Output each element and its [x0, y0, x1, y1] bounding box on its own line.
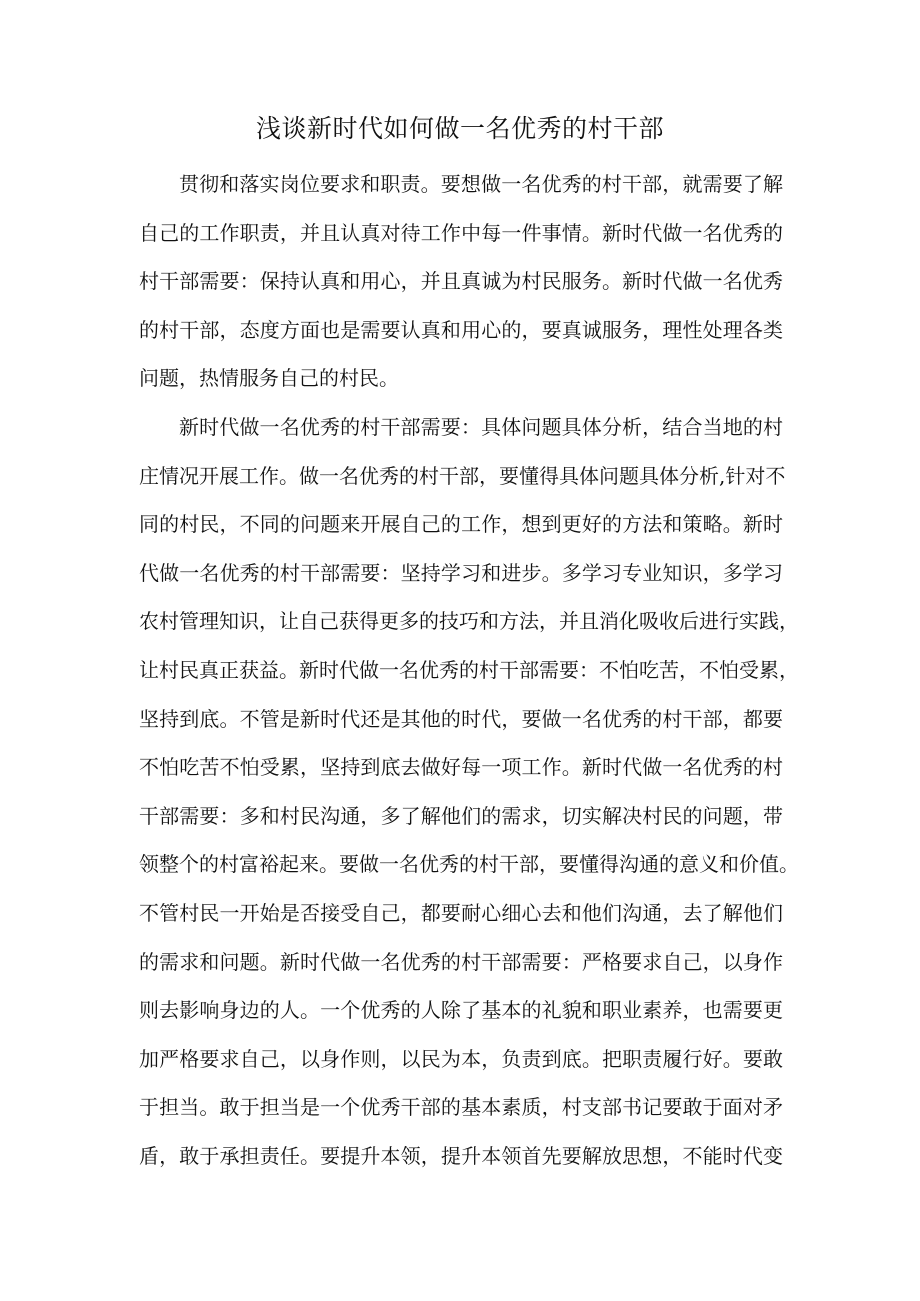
paragraph-1-line-3: 村干部需要：保持认真和用心，并且真诚为村民服务。新时代做一名优秀 — [139, 269, 783, 294]
paragraph-2-line-2: 庄情况开展工作。做一名优秀的村干部，要懂得具体问题具体分析,针对不 — [139, 463, 786, 488]
paragraph-2-line-16: 盾，敢于承担责任。要提升本领，提升本领首先要解放思想，不能时代变 — [139, 1143, 783, 1168]
document-body — [139, 160, 799, 1180]
paragraph-2-line-1: 新时代做一名优秀的村干部需要：具体问题具体分析，结合当地的村 — [179, 414, 783, 439]
paragraph-2-line-12: 的需求和问题。新时代做一名优秀的村干部需要：严格要求自己，以身作 — [139, 949, 783, 974]
paragraph-1-line-1: 贯彻和落实岗位要求和职责。要想做一名优秀的村干部，就需要了解 — [179, 172, 783, 196]
paragraph-2-line-11: 不管村民一开始是否接受自己，都要耐心细心去和他们沟通，去了解他们 — [139, 900, 783, 925]
paragraph-2-line-14: 加严格要求自己，以身作则，以民为本，负责到底。把职责履行好。要敢 — [139, 1046, 783, 1071]
paragraph-2-line-4: 代做一名优秀的村干部需要：坚持学习和进步。多学习专业知识，多学习 — [139, 560, 783, 585]
paragraph-2-line-10: 领整个的村富裕起来。要做一名优秀的村干部，要懂得沟通的意义和价值。 — [139, 852, 799, 877]
paragraph-2-line-15: 于担当。敢于担当是一个优秀干部的基本素质，村支部书记要敢于面对矛 — [139, 1095, 783, 1120]
paragraph-2-line-8: 不怕吃苦不怕受累，坚持到底去做好每一项工作。新时代做一名优秀的村 — [139, 755, 783, 780]
paragraph-2-line-13: 则去影响身边的人。一个优秀的人除了基本的礼貌和职业素养，也需要更 — [139, 998, 783, 1023]
document-title: 浅谈新时代如何做一名优秀的村干部 — [255, 114, 664, 143]
paragraph-2-line-3: 同的村民，不同的问题来开展自己的工作，想到更好的方法和策略。新时 — [139, 512, 783, 537]
paragraph-2-line-9: 干部需要：多和村民沟通，多了解他们的需求，切实解决村民的问题，带 — [139, 803, 783, 828]
paragraph-2-line-6: 让村民真正获益。新时代做一名优秀的村干部需要：不怕吃苦，不怕受累， — [139, 657, 799, 682]
paragraph-1-line-4: 的村干部，态度方面也是需要认真和用心的，要真诚服务，理性处理各类 — [139, 317, 783, 342]
paragraph-1-line-2: 自己的工作职责，并且认真对待工作中每一件事情。新时代做一名优秀的 — [139, 220, 783, 245]
paragraph-2-line-5: 农村管理知识，让自己获得更多的技巧和方法，并且消化吸收后进行实践， — [139, 609, 799, 634]
paragraph-2-line-7: 坚持到底。不管是新时代还是其他的时代，要做一名优秀的村干部，都要 — [139, 706, 783, 731]
paragraph-1-line-5: 问题，热情服务自己的村民。 — [139, 366, 399, 391]
